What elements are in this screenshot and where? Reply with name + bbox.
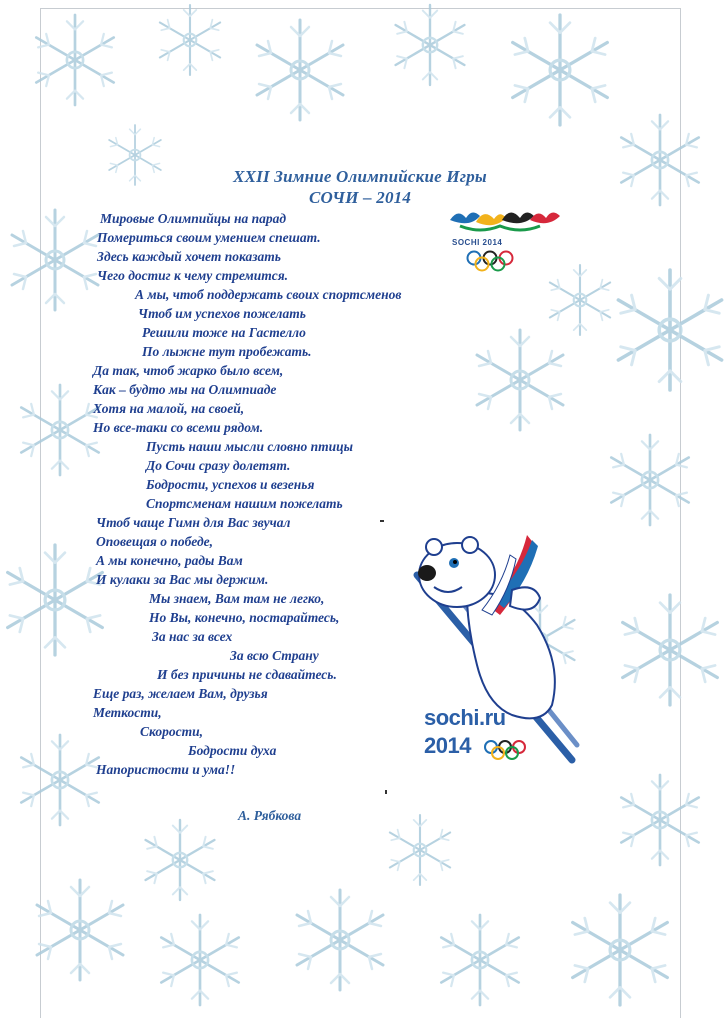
poem-line: Но все-таки со всеми рядом. xyxy=(93,420,264,435)
poem-line: Бодрости духа xyxy=(188,743,277,758)
poem-line: Чего достиг к чему стремится. xyxy=(97,268,289,283)
olympic-rings-icon xyxy=(464,250,544,272)
author-signature: А. Рябкова xyxy=(238,808,302,823)
document-title-line2: СОЧИ – 2014 xyxy=(308,188,412,207)
scan-speck xyxy=(380,520,384,522)
poem-line: Здесь каждый хочет показать xyxy=(97,249,281,264)
poem-line: За всю Страну xyxy=(230,648,319,663)
poem-line: Скорости, xyxy=(140,724,203,739)
poem-line: А мы конечно, рады Вам xyxy=(96,553,243,568)
poem-line: Оповещая о победе, xyxy=(96,534,214,549)
poem-line: Чтоб им успехов пожелать xyxy=(138,306,306,321)
poem-line: Меткости, xyxy=(93,705,162,720)
poem-line: Решили тоже на Гастелло xyxy=(142,325,306,340)
poem-line: Хотя на малой, на своей, xyxy=(93,401,245,416)
poem-line: Спортсменам нашим пожелать xyxy=(146,496,343,511)
poem-line: Еще раз, желаем Вам, друзья xyxy=(93,686,268,701)
poem-line: Да так, чтоб жарко было всем, xyxy=(93,363,284,378)
poem-line: Чтоб чаще Гимн для Вас звучал xyxy=(96,515,291,530)
brand-year: 2014 xyxy=(424,733,471,758)
poem-line: Бодрости, успехов и везенья xyxy=(146,477,315,492)
poem-line: А мы, чтоб поддержать своих спортсменов xyxy=(135,287,402,302)
scan-speck xyxy=(385,790,387,794)
sochi-2014-emblem xyxy=(440,202,570,272)
poem-line: За нас за всех xyxy=(152,629,233,644)
poem-line: Помериться своим умением спешат. xyxy=(97,230,321,245)
poem-line: Мировые Олимпийцы на парад xyxy=(100,211,287,226)
poem-line: По лыжне тут пробежать. xyxy=(142,344,312,359)
sochi-ru-wordmark: sochi.ru xyxy=(424,705,506,730)
poem-line: Пусть наши мысли словно птицы xyxy=(146,439,354,454)
poem-line: Но Вы, конечно, постарайтесь, xyxy=(149,610,340,625)
poem-line: До Сочи сразу долетят. xyxy=(146,458,291,473)
poem-line: Мы знаем, Вам там не легко, xyxy=(149,591,325,606)
emblem-wordmark: SOCHI 2014 xyxy=(452,238,503,247)
poem-line: Напористости и ума!! xyxy=(96,762,236,777)
poem-line: И кулаки за Вас мы держим. xyxy=(96,572,269,587)
polar-bear-mascot xyxy=(412,515,582,780)
poem-line: Как – будто мы на Олимпиаде xyxy=(93,382,277,397)
olympic-rings-small-icon xyxy=(482,739,542,763)
document-title-line1: XXII Зимние Олимпийские Игры xyxy=(233,167,487,186)
poem-line: И без причины не сдавайтесь. xyxy=(157,667,337,682)
